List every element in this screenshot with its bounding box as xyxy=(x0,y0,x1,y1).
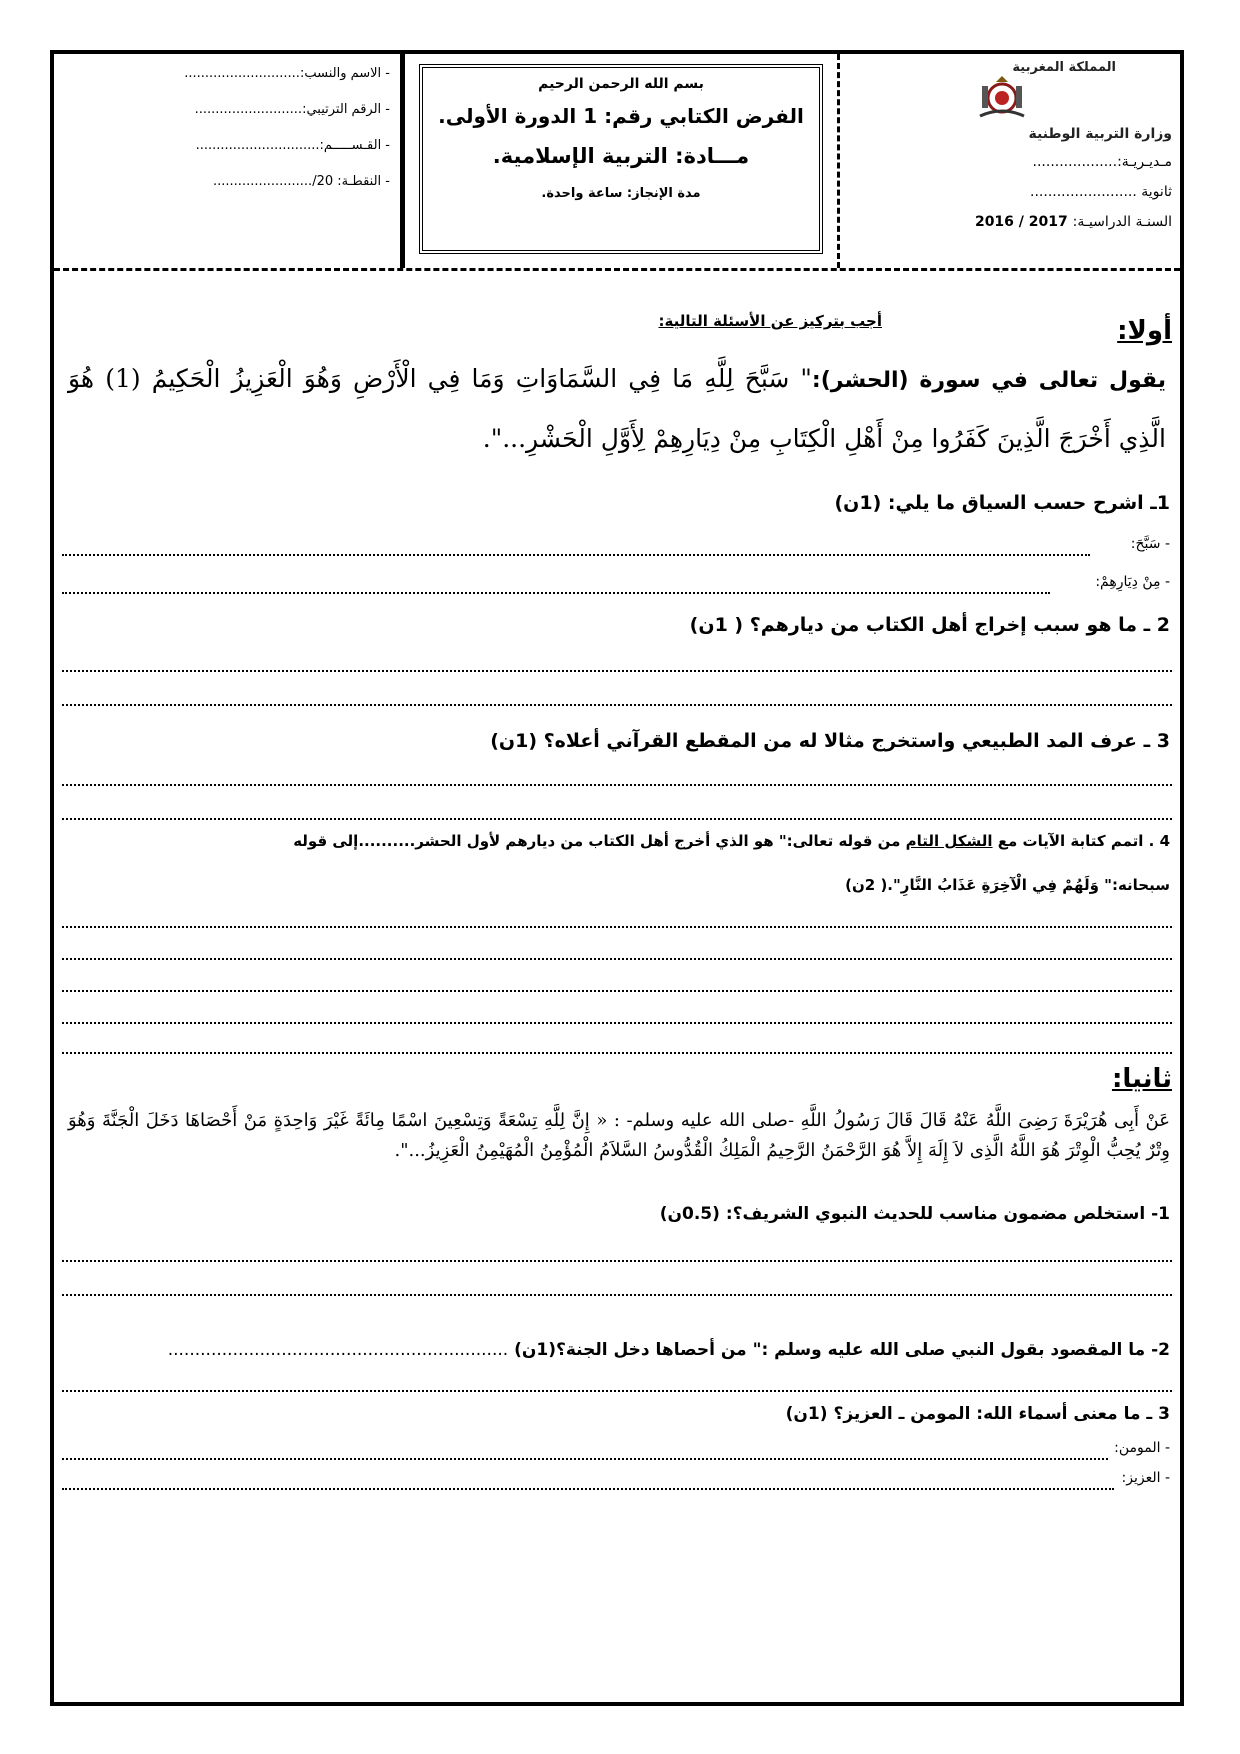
term-sabbaha-label: - سَبَّحَ: xyxy=(1130,536,1170,552)
directorate-field[interactable]: ................... xyxy=(1032,154,1118,170)
moroccan-emblem-icon xyxy=(974,76,1030,124)
question-1-3: 3 ـ عرف المد الطبيعي واستخرج مثالا له من المقطع القرآني أعلاه؟ (1ن) xyxy=(490,730,1170,752)
question-1-1: 1ـ اشرح حسب السياق ما يلي: (1ن) xyxy=(834,492,1170,514)
exam-title-frame xyxy=(419,64,823,254)
quran-verse xyxy=(68,350,1166,468)
school-year-label: السنـة الدراسيـة: xyxy=(1072,214,1172,230)
exam-sheet xyxy=(50,50,1184,1706)
school-year-value: 2016 / 2017 xyxy=(974,214,1068,230)
hadith-text: عَنْ أَبِى هُرَيْرَةَ رَضِىَ اللَّهُ عَنْهُ قَالَ قَالَ رَسُولُ اللَّهِ -صلى الله عليه وسلم- : « إِنَّ لِلَّهِ تِسْعَةً وَتِسْعِينَ اسْمًا مِائَةً غَيْرَ وَاحِدَةٍ مَنْ أَحْصَاهَا دَخَلَ الْجَنَّةَ وَهُوَ وِتْرٌ يُحِبُّ الْوِتْرَ هُوَ اللَّهُ الَّذِى لاَ إِلَهَ إِلاَّ هُوَ الرَّحْمَنُ الرَّحِيمُ الْمَلِكُ الْقُدُّوسُ السَّلاَمُ الْمُؤْمِنُ الْمُهَيْمِنُ الْعَزِيزُ...". xyxy=(68,1110,1170,1161)
school-line xyxy=(1030,184,1172,200)
answer-line[interactable] xyxy=(62,1458,1108,1460)
exam-duration: مدة الإنجاز: ساعة واحدة. xyxy=(541,186,701,201)
student-number-label: - الرقم الترتيبي: xyxy=(302,102,390,117)
institution-block xyxy=(840,54,1180,268)
question-1-4 xyxy=(64,832,1170,850)
section-one-title: أولا: xyxy=(1117,316,1172,346)
question-2-3: 3 ـ ما معنى أسماء الله: المومن ـ العزيز؟ (1ن) xyxy=(785,1404,1170,1424)
school-label: ثانوية xyxy=(1141,184,1172,200)
answer-line[interactable] xyxy=(62,670,1172,672)
student-name-label: - الاسم والنسب: xyxy=(299,66,390,81)
kingdom-label: المملكة المغربية xyxy=(1012,60,1116,75)
student-info-block xyxy=(54,54,402,268)
question-1-4-part-b: من قوله تعالى:" هو الذي أخرج أهل الكتاب من ديارهم لأول الحشر..........إلى قوله xyxy=(293,832,906,850)
answer-line[interactable] xyxy=(62,704,1172,706)
student-class-field[interactable]: .............................. xyxy=(195,138,320,153)
ministry-label: وزارة التربية الوطنية xyxy=(1028,126,1172,142)
answer-line[interactable] xyxy=(62,818,1172,820)
answer-line[interactable] xyxy=(62,958,1172,960)
question-2-2-dots[interactable]: ............................................................... xyxy=(167,1340,509,1360)
answer-line[interactable] xyxy=(62,784,1172,786)
answer-instruction: أجب بتركيز عن الأسئلة التالية: xyxy=(658,312,882,330)
subject-title: مـــادة: التربية الإسلامية. xyxy=(492,144,750,168)
term-diyarihim-label: - مِنْ دِيَارِهِمْ: xyxy=(1095,574,1170,590)
question-1-4-part-a: 4 . اتمم كتابة الآيات مع xyxy=(992,832,1170,850)
school-field[interactable]: ........................ xyxy=(1030,184,1137,200)
answer-line[interactable] xyxy=(62,1052,1172,1054)
student-number-field[interactable]: .......................... xyxy=(194,102,303,117)
exam-title-block xyxy=(402,54,840,268)
answer-line[interactable] xyxy=(62,1294,1172,1296)
answer-line[interactable] xyxy=(62,1488,1114,1490)
answer-line[interactable] xyxy=(62,990,1172,992)
student-class-line xyxy=(64,138,390,153)
question-2-2-text: 2- ما المقصود بقول النبي صلى الله عليه وسلم :" من أحصاها دخل الجنة؟(1ن) xyxy=(514,1340,1170,1360)
basmala: بسم الله الرحمن الرحيم xyxy=(538,76,704,92)
answer-line[interactable] xyxy=(62,1260,1172,1262)
answer-line[interactable] xyxy=(62,1390,1172,1392)
name-almumin-label: - المومن: xyxy=(1114,1440,1170,1456)
student-grade-line xyxy=(64,174,390,189)
question-1-4-line-2: سبحانه:" وَلَهُمْ فِي الْآخِرَةِ عَذَابُ النَّارِ".( 2ن) xyxy=(845,876,1170,894)
student-number-line xyxy=(64,102,390,117)
answer-line[interactable] xyxy=(62,1022,1172,1024)
question-2-1: 1- استخلص مضمون مناسب للحديث النبوي الشريف؟: (0.5ن) xyxy=(659,1204,1170,1224)
student-grade-label: - النقطـة: 20/ xyxy=(312,174,390,189)
answer-line[interactable] xyxy=(62,554,1090,556)
student-name-field[interactable]: ............................ xyxy=(184,66,300,81)
answer-line[interactable] xyxy=(62,926,1172,928)
directorate-line xyxy=(1033,154,1172,170)
student-name-line xyxy=(64,66,390,81)
student-class-label: - القـســـــم: xyxy=(319,138,390,153)
verse-intro: يقول تعالى في سورة (الحشر): xyxy=(811,368,1166,393)
name-alaziz-label: - العزيز: xyxy=(1121,1470,1170,1486)
question-1-4-underlined: الشكل التام xyxy=(905,832,993,850)
verse-text: " سَبَّحَ لِلَّهِ مَا فِي السَّمَاوَاتِ وَمَا فِي الْأَرْضِ وَهُوَ الْعَزِيزُ الْحَكِيمُ (1) هُوَ الَّذِي أَخْرَجَ الَّذِينَ كَفَرُوا مِنْ أَهْلِ الْكِتَابِ مِنْ دِيَارِهِمْ لِأَوَّلِ الْحَشْرِ...". xyxy=(68,364,1166,453)
section-two-title: ثانيا: xyxy=(1111,1064,1172,1094)
exam-title: الفرض الكتابي رقم: 1 الدورة الأولى. xyxy=(438,104,804,128)
directorate-label: مـديـريـة: xyxy=(1117,154,1172,170)
student-grade-field[interactable]: ........................ xyxy=(213,174,313,189)
exam-header xyxy=(54,54,1180,271)
school-year-line xyxy=(975,214,1172,230)
question-1-2: 2 ـ ما هو سبب إخراج أهل الكتاب من ديارهم؟ ( 1ن) xyxy=(689,614,1170,636)
question-2-2 xyxy=(64,1340,1170,1360)
answer-line[interactable] xyxy=(62,592,1050,594)
